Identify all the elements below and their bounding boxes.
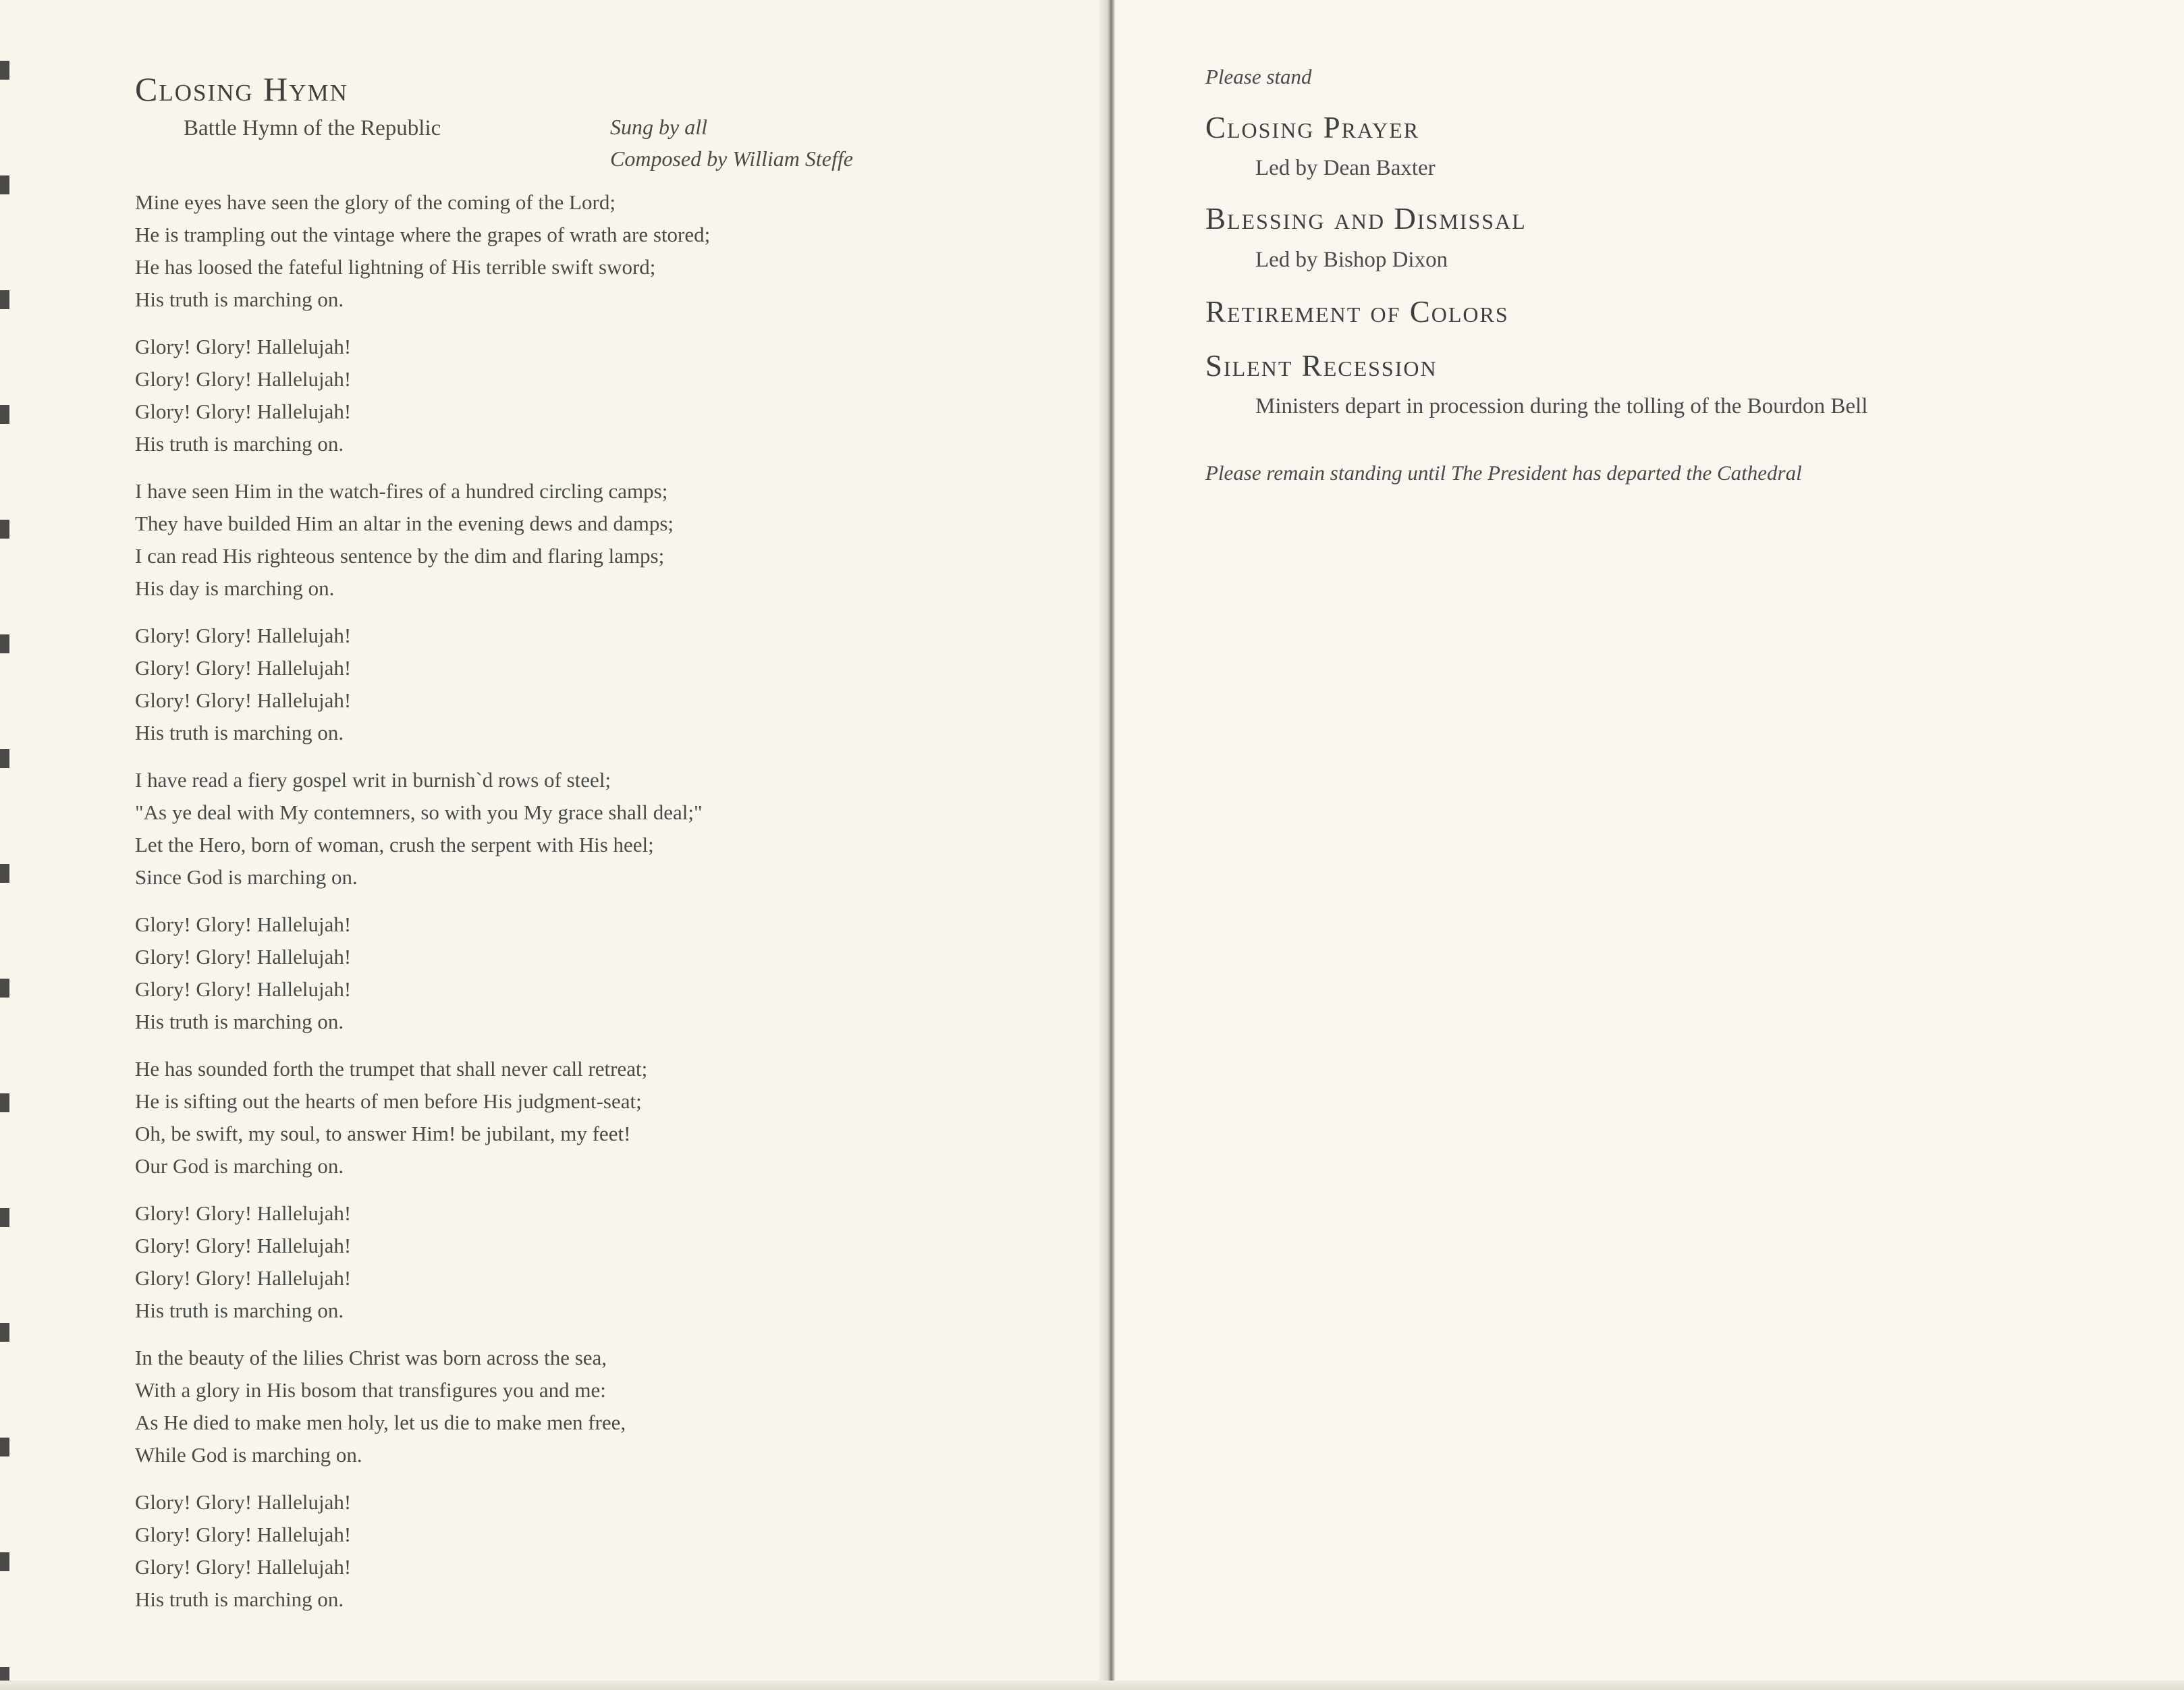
verse-line: Glory! Glory! Hallelujah!: [135, 1266, 352, 1290]
verse-line: He is trampling out the vintage where the grapes of wrath are stored;: [135, 223, 711, 246]
verse-line: Our God is marching on.: [135, 1154, 344, 1178]
verse-line: His truth is marching on.: [135, 432, 344, 456]
remain-standing-note: Please remain standing until The President has departed the Cathedral: [1205, 461, 1802, 485]
verse-line: He has loosed the fateful lightning of His terrible swift sword;: [135, 255, 656, 279]
verse-line: Glory! Glory! Hallelujah!: [135, 977, 352, 1001]
retirement-of-colors-heading: Retirement of Colors: [1205, 295, 1509, 329]
verse-line: His day is marching on.: [135, 576, 335, 600]
closing-hymn-heading: Closing Hymn: [135, 70, 348, 108]
silent-recession-heading: Silent Recession: [1205, 349, 1438, 383]
please-stand-note: Please stand: [1205, 65, 1312, 88]
verse-line: Since God is marching on.: [135, 865, 358, 889]
verse-line: Glory! Glory! Hallelujah!: [135, 335, 352, 358]
verse-line: Glory! Glory! Hallelujah!: [135, 367, 352, 391]
stanza: [135, 1053, 1066, 1182]
recession-note: Ministers depart in procession during the tolling of the Bourdon Bell: [1255, 394, 1868, 418]
composer-credit: Composed by William Steffe: [610, 146, 853, 171]
verse-line: Oh, be swift, my soul, to answer Him! be jubilant, my feet!: [135, 1122, 631, 1145]
verse-line: Mine eyes have seen the glory of the coming of the Lord;: [135, 190, 616, 214]
bottom-page-edge: [0, 1681, 2184, 1690]
verse-line: Glory! Glory! Hallelujah!: [135, 400, 352, 423]
verse-line: He is sifting out the hearts of men before His judgment-seat;: [135, 1089, 642, 1113]
hymn-name: Battle Hymn of the Republic: [184, 116, 441, 140]
stanza: [135, 475, 1066, 605]
verse-line: In the beauty of the lilies Christ was born across the sea,: [135, 1346, 607, 1369]
stanza: [135, 1197, 1066, 1327]
stanza: [135, 908, 1066, 1038]
verse-line: His truth is marching on.: [135, 1299, 344, 1322]
stanza: [135, 1486, 1066, 1616]
stanza: [135, 620, 1066, 749]
verse-line: Glory! Glory! Hallelujah!: [135, 1555, 352, 1579]
verse-line: They have builded Him an altar in the evening dews and damps;: [135, 512, 674, 535]
verse-line: I have read a fiery gospel writ in burnish`d rows of steel;: [135, 768, 611, 792]
verse-line: His truth is marching on.: [135, 1587, 344, 1611]
verse-line: "As ye deal with My contemners, so with you My grace shall deal;": [135, 800, 703, 824]
verse-line: As He died to make men holy, let us die to make men free,: [135, 1411, 626, 1434]
verse-line: His truth is marching on.: [135, 1010, 344, 1033]
verse-line: He has sounded forth the trumpet that shall never call retreat;: [135, 1057, 648, 1081]
closing-prayer-heading: Closing Prayer: [1205, 111, 1420, 144]
verse-line: Glory! Glory! Hallelujah!: [135, 1490, 352, 1514]
closing-prayer-leader: Led by Dean Baxter: [1255, 156, 1436, 180]
stanza: [135, 1342, 1066, 1471]
verse-line: I have seen Him in the watch-fires of a hundred circling camps;: [135, 479, 668, 503]
verse-line: His truth is marching on.: [135, 721, 344, 744]
verse-line: Let the Hero, born of woman, crush the serpent with His heel;: [135, 833, 654, 856]
book-gutter: [1099, 0, 1115, 1690]
blessing-heading: Blessing and Dismissal: [1205, 202, 1527, 236]
sung-by-note: Sung by all: [610, 115, 707, 139]
verse-line: Glory! Glory! Hallelujah!: [135, 945, 352, 969]
stanza: [135, 186, 1066, 316]
stanza: [135, 331, 1066, 460]
torn-left-edge: [0, 0, 9, 1690]
verse-line: Glory! Glory! Hallelujah!: [135, 1523, 352, 1546]
verse-line: Glory! Glory! Hallelujah!: [135, 912, 352, 936]
verse-line: Glory! Glory! Hallelujah!: [135, 1201, 352, 1225]
verse-line: Glory! Glory! Hallelujah!: [135, 1234, 352, 1257]
verse-line: Glory! Glory! Hallelujah!: [135, 656, 352, 680]
hymn-verses: [135, 186, 1066, 1631]
verse-line: While God is marching on.: [135, 1443, 362, 1467]
blessing-leader: Led by Bishop Dixon: [1255, 248, 1448, 272]
verse-line: His truth is marching on.: [135, 288, 344, 311]
verse-line: With a glory in His bosom that transfigures you and me:: [135, 1378, 606, 1402]
verse-line: I can read His righteous sentence by the dim and flaring lamps;: [135, 544, 665, 568]
verse-line: Glory! Glory! Hallelujah!: [135, 688, 352, 712]
stanza: [135, 764, 1066, 894]
verse-line: Glory! Glory! Hallelujah!: [135, 624, 352, 647]
